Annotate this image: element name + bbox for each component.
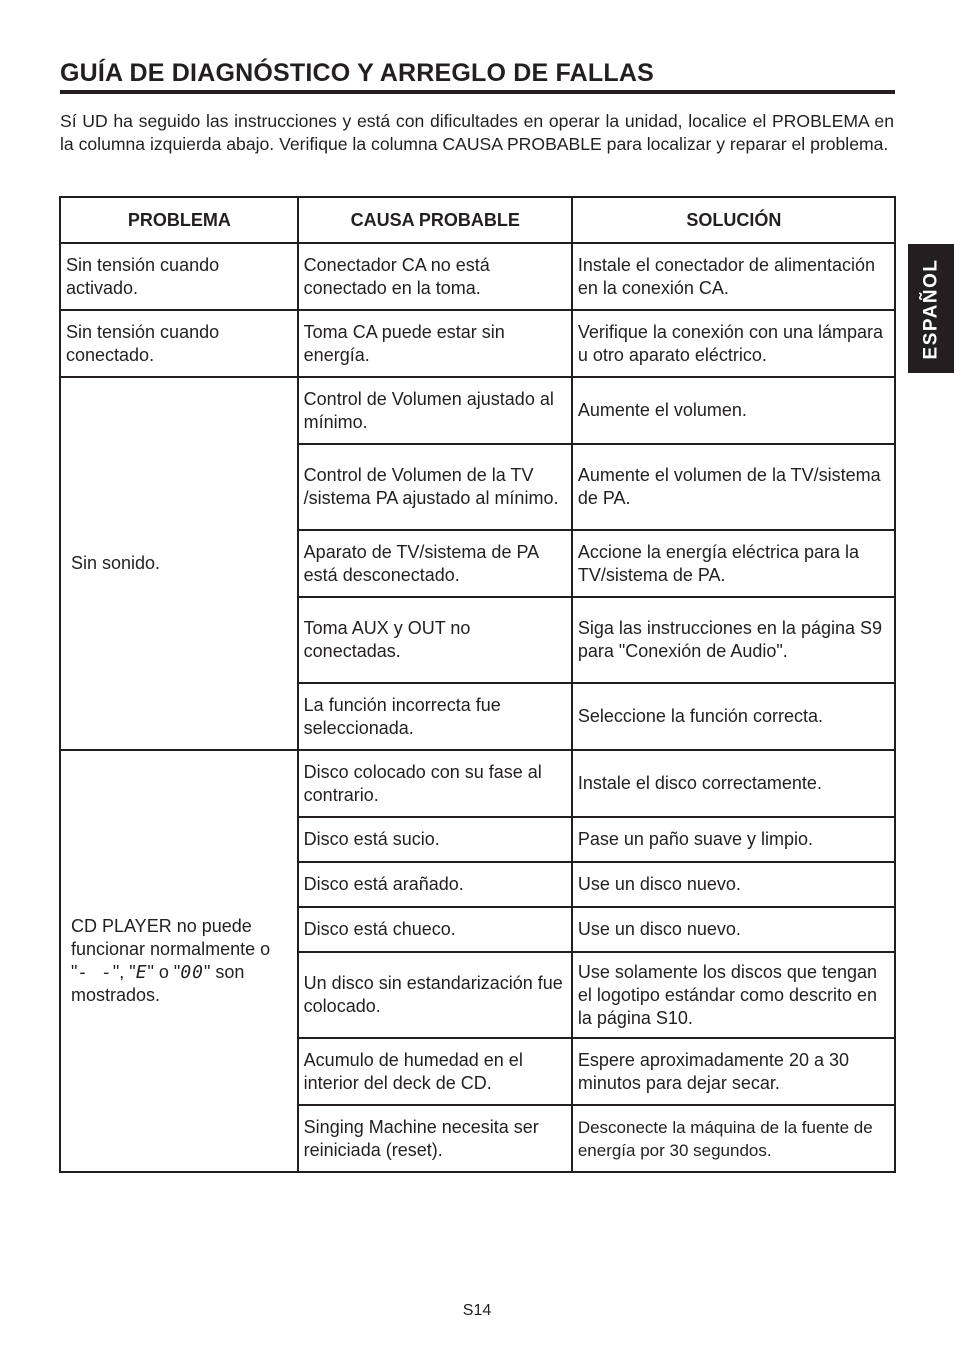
solution-cell: Espere aproximadamente 20 a 30 minutos para dejar secar. [572, 1038, 895, 1105]
table-row [60, 243, 895, 310]
solution-cell: Seleccione la función correcta. [572, 683, 895, 750]
page-number: S14 [462, 1302, 492, 1319]
display-symbol-e: E [135, 962, 148, 983]
problem-cell [60, 750, 298, 1172]
table-header-row [60, 197, 895, 243]
solution-cell: Aumente el volumen de la TV/sistema de PA. [572, 444, 895, 530]
cause-cell: Disco colocado con su fase al contrario. [298, 750, 572, 817]
solution-cell: Accione la energía eléctrica para la TV/sistema de PA. [572, 530, 895, 597]
solution-cell: Pase un paño suave y limpio. [572, 817, 895, 862]
cause-cell: Disco está sucio. [298, 817, 572, 862]
cause-cell: Control de Volumen de la TV /sistema PA ajustado al mínimo. [298, 444, 572, 530]
cause-cell: Toma AUX y OUT no conectadas. [298, 597, 572, 683]
solution-cell: Use solamente los discos que tengan el logotipo estándar como descrito en la página S10. [572, 952, 895, 1038]
column-header-solution: SOLUCIÓN [572, 197, 895, 243]
solution-cell: Instale el disco correctamente. [572, 750, 895, 817]
cause-cell: Conectador CA no está conectado en la toma. [298, 243, 572, 310]
display-symbol-dashes: - - [77, 962, 113, 983]
cause-cell: Acumulo de humedad en el interior del deck de CD. [298, 1038, 572, 1105]
cause-cell: Singing Machine necesita ser reiniciada (reset). [298, 1105, 572, 1172]
problem-text: " o " [147, 962, 181, 982]
cause-cell: Disco está arañado. [298, 862, 572, 907]
language-tab [908, 244, 954, 373]
table-row [60, 310, 895, 377]
problem-text: CD PLAYER no puede funcionar normalmente o " [71, 916, 271, 982]
page-title: GUÍA DE DIAGNÓSTICO Y ARREGLO DE FALLAS [60, 58, 895, 94]
table-row [60, 750, 895, 817]
problem-cell: Sin sonido. [60, 377, 298, 750]
display-symbol-zeros: 00 [180, 962, 205, 983]
cause-cell: Disco está chueco. [298, 907, 572, 952]
cause-cell: La función incorrecta fue seleccionada. [298, 683, 572, 750]
cause-cell: Toma CA puede estar sin energía. [298, 310, 572, 377]
troubleshooting-table [59, 196, 896, 1173]
column-header-cause: CAUSA PROBABLE [298, 197, 572, 243]
solution-cell: Instale el conectador de alimentación en la conexión CA. [572, 243, 895, 310]
cause-cell: Aparato de TV/sistema de PA está desconectado. [298, 530, 572, 597]
solution-cell: Use un disco nuevo. [572, 907, 895, 952]
problem-cell: Sin tensión cuando conectado. [60, 310, 298, 377]
solution-cell: Use un disco nuevo. [572, 862, 895, 907]
language-tab-label: ESPAÑOL [920, 258, 941, 359]
solution-cell: Verifique la conexión con una lámpara u otro aparato eléctrico. [572, 310, 895, 377]
solution-cell: Aumente el volumen. [572, 377, 895, 444]
column-header-problem: PROBLEMA [60, 197, 298, 243]
problem-text: " son mostrados. [71, 962, 245, 1005]
problem-cell: Sin tensión cuando activado. [60, 243, 298, 310]
intro-paragraph: Sí UD ha seguido las instrucciones y está con dificultades en operar la unidad, localice el PROBLEMA en la columna izquierda abajo. Verifique la columna CAUSA PROBABLE para localizar y reparar el problema. [60, 111, 894, 154]
solution-cell: Siga las instrucciones en la página S9 para "Conexión de Audio". [572, 597, 895, 683]
table-row [60, 377, 895, 444]
problem-text: ", " [112, 962, 136, 982]
cause-cell: Un disco sin estandarización fue colocado. [298, 952, 572, 1038]
cause-cell: Control de Volumen ajustado al mínimo. [298, 377, 572, 444]
solution-cell: Desconecte la máquina de la fuente de energía por 30 segundos. [572, 1105, 895, 1172]
